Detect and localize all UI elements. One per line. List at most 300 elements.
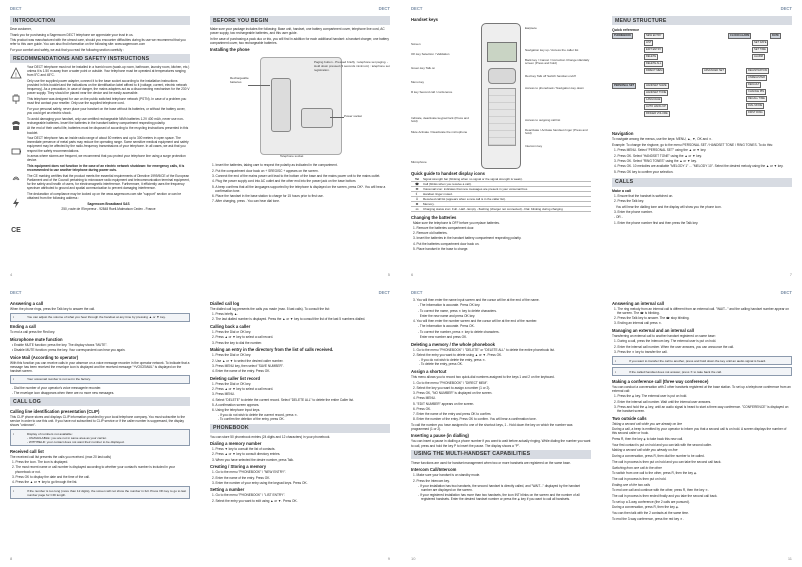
step xyxy=(617,205,792,209)
key-label: Green key Talk on xyxy=(411,65,436,70)
page-number: 4 xyxy=(10,272,13,277)
step: 2. Press ▲ or ▼ key to consult directory entries. xyxy=(212,452,281,457)
brand-label: DECT xyxy=(378,290,390,295)
step: 2. Press ▲ or ▼ key to select a call record. xyxy=(212,335,274,340)
phonebook-title: PHONEBOOK xyxy=(210,424,390,433)
intercom-title: Intercom Call/Intercom xyxy=(411,467,457,473)
list-item xyxy=(421,314,591,318)
key-label: Intercom key xyxy=(525,143,543,148)
list-item: - To correct the number, press ✕ key to delete characters. xyxy=(418,329,500,334)
step-text: Enter the name of the entry and press OK to confirm. xyxy=(416,412,492,417)
menu-item: DIAL MODE xyxy=(748,104,763,107)
step: 4. Plug the power supply cord into AC outlet and the other end into the power jack on the base bottom. xyxy=(212,179,357,184)
page-dialled-calls xyxy=(200,284,400,567)
radio-wave-icon xyxy=(10,171,22,183)
menu-tree xyxy=(612,33,792,129)
icon-description: Call (blinks when you receive a call). xyxy=(423,182,472,186)
step: 5. "EDIT NUMBER" appears on the screen. xyxy=(413,401,475,406)
list-item: - If your installation has two handsets, the second handset is directly called, and "WAIT..." displayed by the handset number are displayed on the screen. xyxy=(418,483,580,492)
menu-header: PERSONAL SET xyxy=(614,84,635,87)
make-call-title: Make a call xyxy=(612,189,631,194)
step-text: Press OK to display the date and the time of the call. xyxy=(15,474,90,479)
step-text: Place the handset in the base station to charge for 15 hours prior to first use. xyxy=(215,193,324,198)
step-text: When you have selected the desire number, press Talk. xyxy=(215,457,294,462)
clip-title: Calling line identification presentation (CLIP) xyxy=(10,408,100,414)
step: 2. Enter the internal call number. Wait until the internal user answers. xyxy=(614,399,712,404)
menu-item: RECALL TIME xyxy=(748,97,765,100)
note-box xyxy=(612,367,792,376)
menu-item: EDIT ENTRY xyxy=(646,48,662,51)
calls-title: CALLS xyxy=(612,178,792,187)
step: 2. Press ▲ or ▼ key to select a call record. xyxy=(212,386,274,391)
answer-title: Answering a call xyxy=(10,300,44,306)
step: 2. Press OK. Select "HANDSET TONE" using the ▲ or ▼ key. xyxy=(614,153,702,158)
page-handset-keys xyxy=(401,0,601,283)
step: Make sure the telephone is OFF before you replace batteries. xyxy=(413,220,500,225)
ce-mark-icon xyxy=(10,223,22,235)
installation-diagram xyxy=(210,53,390,163)
step-text: You will hear the dialling tone and the display will show you the phone icon. xyxy=(615,204,722,209)
step: 4. Press the ▲ or ▼ key to go through the list. xyxy=(12,480,78,485)
step-text: Enter the number of the entry. Press OK to confirm. You will hear a confirmation tone. xyxy=(416,417,537,422)
step: 2. Select the key you want to assign a number (1 or 2). xyxy=(413,385,491,390)
step-text: Press MENU. xyxy=(416,396,436,401)
label-power-socket: Power socket xyxy=(344,114,363,119)
memory-icon: M xyxy=(415,202,419,206)
safety-para: The CE marking certifies that the product meets the essential requirements of Directive 1999/5/CE of the European Parliament and of the Council pertaining to microwave radio equipment and telecommunication terminal equipment, for the safety and health of users, for electromagnetic interference. Furthermore, it efficiently uses the frequency spectrum attributed to ground and spatial communication to prevent damaging interference. xyxy=(27,173,190,191)
brand-label: DECT xyxy=(780,290,792,295)
menu-structure-title: MENU STRUCTURE xyxy=(612,16,792,25)
leader-line xyxy=(248,85,270,86)
keypad-image xyxy=(488,88,516,146)
note-icon: i xyxy=(13,431,14,436)
safety-icons xyxy=(10,65,24,235)
end-call-text: To end a call press the Red key. xyxy=(10,330,56,335)
menu-item: UNREGISTER xyxy=(748,76,766,79)
menu-item: LIST xyxy=(646,41,652,44)
two-calls-subtitle: Ending one of the two calls xyxy=(612,482,651,487)
icon-description: Signal strength bar (blinking when no signal or the signal strength is weak). xyxy=(423,177,523,181)
step-text: A beep confirms that all the languages supported by the telephone is displayed on the screen, press OK*. You will hear a confirmation tone. xyxy=(215,184,386,193)
two-calls-subtitle: Making a second call while you already on line xyxy=(612,448,678,453)
step: 1. Press MENU. Select "PERSONAL SET" using the ▲ or ▼ key. xyxy=(614,148,707,153)
before-para: In the case of purchasing a pack duo or trio, you will find in addition for each additional handset: a handset charger, one battery compartment cover, two rechargeable batteries. xyxy=(210,36,389,45)
menu-item: ADVANCED SET xyxy=(704,69,724,72)
step-text: Press OK. 10 melodies are available "MELODY 1" ... "MELODY 10". Select the desired melody using the ▲ or ▼ key. xyxy=(617,164,784,169)
note-box xyxy=(612,356,792,365)
step: 5. A confirmation screen appears. xyxy=(212,402,260,407)
internal-answer-title: Answering an internal call xyxy=(612,300,664,306)
step: 1. Press the Dial or OK key. xyxy=(212,330,252,335)
step-text: Press the key to dial the number. xyxy=(215,340,262,345)
key-label: Earpiece xyxy=(525,25,537,30)
list-text: If your registered installation has more than two handsets, the icon INT blinks on the screen and the number of all registered handsets. Enter the desired handset number or press the ◈ key if you want to call all handsets. xyxy=(419,493,580,502)
step: 3. Press MENU. xyxy=(212,392,235,397)
two-calls-para: The call in process is then ended finally and you take the second call back. xyxy=(612,493,718,498)
clip-text: This CLIP phone stores and displays CLIP information provided by your local telephone company. You must subscribe to the service in order to use this unit. If you have not subscribed to CLIP service or if the caller number is suppressed, the display shows "unknown". xyxy=(10,414,186,427)
menu-header: CLOCK/ALARM xyxy=(730,34,750,37)
step: 4. Press OK. 10 melodies are available "MELODY 1" ... "MELODY 10". Select the desired melody using the ▲ or ▼ key. xyxy=(614,164,784,169)
step-text: During a call, press the Intercom key. The external user is put on hold. xyxy=(617,339,717,344)
page-number: 10 xyxy=(411,556,416,561)
safety-para: Your DECT telephone must not be installed in a humid room (wash-up room, bathroom, laundry room, kitchen, etc.) unless it is 1.50 m away from a water point or outside. Your telephone must be operated at temperatures ranging from 5°C and 45°C. xyxy=(27,65,190,78)
step: 3. Press MENU key, then select "SAVE NUMBER". xyxy=(212,363,284,368)
note-icon: i xyxy=(615,369,616,374)
brand-label: DECT xyxy=(780,6,792,11)
key-label: R key Second call / conference xyxy=(411,89,453,94)
calling-back-title: Calling back a caller xyxy=(210,324,251,330)
two-calls-para: During a conversation, press R, then dial the number to be called. xyxy=(612,454,705,459)
list-item: - Dial the number of your operator's voice messagerie recorder. xyxy=(12,385,102,390)
list-text: Disable MUTE function: press the key. Your correspondent can hear you again. xyxy=(14,347,126,352)
two-calls-para: To end one call and continue with the other, press R, then the key ✕. xyxy=(612,488,709,493)
step: 4. Put the batteries compartment door back on. xyxy=(413,241,480,246)
step: 1. Press the Dial or OK key. xyxy=(212,381,252,386)
step-text: Press the ✕ key to transfer the call. xyxy=(617,350,668,354)
pause-title: Inserting a pause (in dialling) xyxy=(411,433,469,439)
key-label: Indicate, deactivate keypad lock (Press and hold) xyxy=(411,115,469,124)
step-text: You will then enter the name input screen and the cursor will be at the end of the name. xyxy=(416,298,540,302)
step-text: The ring melody from an internal call is different from an external call. "WAIT..." and the calling handset number appear on the screen. The ☎ is blinking. xyxy=(617,306,789,315)
received-list-title: Received call list xyxy=(10,448,44,454)
svg-text:CE: CE xyxy=(11,227,21,235)
list-text: The envelope icon disappears when there are no more new messages. xyxy=(13,391,115,396)
step: 1. Go to the menu "PHONEBOOK" / "DELETE" or "DELETE ALL" to delete the entire phonebook list. xyxy=(413,347,555,352)
step-text: Go to the menu "PHONEBOOK" / "DIRECT MEM". xyxy=(416,380,489,385)
step: 1. Insert the batteries, taking care to respect the polarity as indicated in the compartment. xyxy=(212,163,338,168)
icon-description: Memory. xyxy=(423,202,435,206)
step-text: Press ▲ or ▼ key to select a call record. xyxy=(215,386,274,391)
note-text: Your voicemail number is not set in the factory. xyxy=(27,377,91,382)
handset-image xyxy=(481,23,521,169)
dialled-text: The dialled call log presents the calls you made (max. 5 last calls). To consult the list: xyxy=(210,306,330,311)
step: 3. Enter the number of your entry using the keypad keys. Press OK. xyxy=(212,480,308,485)
intro-line: Thank you for purchasing a Sagemcom DECT telephone we appreciate your trust in us. xyxy=(10,32,134,37)
list-text: The information is accurate. Press OK. xyxy=(419,324,475,329)
step: 2. Enter the name of the entry. Press OK. xyxy=(212,475,271,480)
phonebook-text: You can store 50 phonebook entries (24 digits and 12 characters) in your phonebook. xyxy=(210,434,331,439)
menu-item: DELETE xyxy=(646,55,657,58)
step-text: Press MENU. xyxy=(215,392,235,397)
handset-diagram xyxy=(411,23,591,169)
label-paging-button: Paging button - Pressed briefly : telephone set paging. - Hold down pressed (3 seconds minimum) : telephone set registration. xyxy=(314,60,390,72)
note-box xyxy=(10,375,190,384)
step: 2. Press the Talk key to answer. The ☎ stop blinking. xyxy=(614,315,690,320)
two-calls-subtitle: Switching from one call to the other xyxy=(612,465,662,470)
list-item: - The information is accurate. Press OK key. xyxy=(418,303,481,308)
transfer-text: Transferring an external call to another handset registered on same base: xyxy=(612,333,716,338)
two-calls-subtitle: Taking a second call while you are already on line xyxy=(612,421,683,426)
step: 2. Put the compartment door back on + SREGISC + appears on the screen. xyxy=(212,168,319,173)
page-number: 6 xyxy=(411,272,414,277)
step-text: Press the Talk key. xyxy=(617,199,644,204)
step-text: Press ▲ or ▼ key to consult directory entries. xyxy=(215,452,281,457)
list-text: Enable MUTE function: press the key. The display shows "MUTE". xyxy=(14,342,108,347)
transfer-title: Managing an external and an internal call xyxy=(612,327,694,333)
display-icons-table xyxy=(411,177,591,212)
quick-guide-title: Quick guide to handset display icons xyxy=(411,171,485,176)
before-para: Make sure your package includes the following: Base unit, handset, one battery compartment cover, telephone line cord, AC power supply, two rechargeable batteries, and this user guide. xyxy=(210,27,385,36)
intro-line: Dear customer, xyxy=(10,27,32,31)
step: 3. Insert the batteries in the handset battery compartment respecting polarity. xyxy=(413,236,522,241)
menu-header: DATE xyxy=(772,34,779,37)
two-calls-para: The call in process is then put on hold and you can take the second call back. xyxy=(612,459,722,464)
call-log-title: CALL LOG xyxy=(10,397,190,406)
step: 5. Press OK key to confirm your selection. xyxy=(614,169,674,174)
pause-text: You can insert a pause in dialling a phone number if you want to wait before actually ringing. While dialing the number you want to call, press and hold the key P to insert the pause. The display shows a "P". xyxy=(411,439,591,448)
key-label: Deactivate / Activate handset ringer (Press and hold) xyxy=(525,127,588,136)
step: 3. Press the ✕ key to transfer the call. xyxy=(614,350,668,354)
introduction-title: INTRODUCTION xyxy=(10,16,190,25)
step-text: Press OK. Select "RING TONES" using the ▲ or ▼ key. xyxy=(617,158,697,163)
step: 3. When you have selected the desire number, press Talk. xyxy=(212,457,294,462)
setting-number-title: Setting a number xyxy=(210,487,245,493)
step-text: Press the icon. The icon is displayed. xyxy=(15,460,69,465)
label-telephone-socket: Telephone socket xyxy=(280,154,304,159)
lightning-icon xyxy=(10,197,22,209)
step-text: Press the Intercom key. xyxy=(416,478,450,483)
voicemail-title: Voice Mail (According to operator) xyxy=(10,354,79,360)
step-text: The most recent name or call number is displayed according to whether your contact's number is included in your phonebook or not. xyxy=(15,465,176,474)
step-text: Enter the phone number first and then press the Talk key. xyxy=(617,220,699,225)
shortcut-title: Assign a shortcut xyxy=(411,368,447,374)
step-text: Press the Dial or OK key. xyxy=(215,353,252,358)
conference-title: Making a conference call (three way conference) xyxy=(612,378,709,384)
intro-line: This product was manufactured with the utmost care, should you encounter difficulties during its use we recommend that you refer to this user guide. You can also find information on the following site: www.sagemcom.com xyxy=(10,38,186,47)
step: 2. Use ▲ or ▼ to select the desired caller number. xyxy=(212,358,284,363)
nav-para: Example: To change the ringtone, go to the menu PERSONAL SET / HANDSET TONE / RING TONES. To do this: xyxy=(612,142,773,147)
list-item: - If your registered installation has more than two handsets, the icon INT blinks on the screen and the number of all registered handsets. Enter the desired handset number or press the ◈ key if you want to call all handsets. xyxy=(418,493,580,502)
step-text: Select "DELETE" to delete the current record. Select "DELETE ALL" to delete the entire Caller list. xyxy=(215,397,354,402)
menu-item: RINGER VOLUME xyxy=(646,112,668,115)
end-call-title: Ending a call xyxy=(10,324,36,330)
answer-text: When the phone rings, press the Talk key to answer the call. xyxy=(10,306,95,311)
safety-para: The declaration of compliance may be looked up on the www.sagemcom.com site "support" section or can be obtained from the following address : xyxy=(27,191,182,200)
step: 1. Press the ◈ key. The external user is put on hold. xyxy=(614,394,688,399)
step: 1. The ring melody from an internal call is different from an external call. "WAIT..." and the calling handset number appear on the screen. The ☎ is blinking. xyxy=(614,306,789,315)
step-text: Press ▲ or ▼ key to select a call record. xyxy=(215,335,274,340)
step: 1. Press the Dial or OK key. xyxy=(212,353,252,358)
note-text: If you want to transfer the call to another, press and hold down the key until an audio signal is heard. xyxy=(629,358,767,363)
step: 1. Press ▼ key to consult the list of contacts. xyxy=(212,447,276,452)
handset-keys-title: Handset keys xyxy=(411,16,438,22)
two-calls-para: The call in process is then put on hold. xyxy=(612,476,667,481)
step-text: Press the ◈ key. The external user is put on hold. xyxy=(617,394,688,399)
step: 7. Enter the name of the entry and press OK to confirm. xyxy=(413,412,492,417)
two-calls-para: Your first contact is put on hold and you can talk with the second caller. xyxy=(612,442,712,447)
nav-para: To navigate among the menus, use the keys: MENU, ▲, ▼, OK and ✕. xyxy=(612,137,713,141)
list-text: The information is accurate. Press OK key. xyxy=(419,303,481,308)
step: 4. Press MENU. xyxy=(413,396,436,401)
menu-item: CHANGE PIN xyxy=(748,90,765,93)
step-text: Press the Dial or OK key. xyxy=(215,330,252,335)
icon-description: Handset ringer muted. xyxy=(423,192,453,196)
step: 1. Enter the phone number first and then press the Talk key. xyxy=(614,220,699,225)
key-label: Navigation key up / Access the caller list xyxy=(525,47,579,52)
page-introduction xyxy=(0,0,200,283)
step-text: Press MENU key, then select "SAVE NUMBER". xyxy=(215,363,284,368)
menu-item: FIRST RING xyxy=(748,111,763,114)
deleting-title: Deleting caller list record xyxy=(210,375,261,381)
step-text: Press the Talk key to answer. The ☎ stop blinking. xyxy=(617,315,690,320)
note-text: You can adjust the volume of what you hear through the handset at any time by pressing ▲ or ▼ key. xyxy=(27,315,166,320)
note-text: If the called handset does not answer, press ✕ to take back the call. xyxy=(629,369,722,374)
step: 6. Using the telephone Input keys. xyxy=(212,408,261,413)
list-item: - To correct the name, press ✕ key to delete characters. xyxy=(418,308,497,313)
step: 2. Remove old batteries. xyxy=(413,231,448,236)
step: 5. Place handset in the base to charge. xyxy=(413,246,469,251)
menu-item: AUTO HANG-UP xyxy=(646,105,666,108)
step-text: Select the entry you want to edit using ▲ or ▼. Press OK. xyxy=(215,498,298,503)
step: 3. Connect the end of the mains power unit lead to the bottom of the base and the mains power unit to the mains outlet. xyxy=(212,174,381,179)
step-text: Enter the number of your entry using the keypad keys. Press OK. xyxy=(215,480,308,485)
step: 1. Ensure that the handset is switched on. xyxy=(614,194,674,199)
list-item: - The information is accurate. Press OK. xyxy=(418,324,475,329)
two-calls-para: To set up a 3-way conference (the 2 calls are pursued). xyxy=(612,499,690,504)
company-name: Sagemcom Broadband SAS xyxy=(87,201,130,206)
page-menu-structure xyxy=(602,0,802,283)
leader-line xyxy=(330,117,344,118)
base-station-image xyxy=(301,108,333,128)
step-text: Enter the internal call number. Wait until the internal user answers. xyxy=(617,399,712,404)
page-number: 11 xyxy=(787,556,792,561)
menu-item: DELETE ALL xyxy=(646,62,662,65)
step-text: Go to the menu "PHONEBOOK" / "NEW ENTRY". xyxy=(215,470,287,475)
step: 4. Enter the name of the entry. Press OK. xyxy=(212,369,271,374)
note-icon: i xyxy=(13,488,14,493)
step-text: Remove old batteries. xyxy=(416,231,448,236)
key-label: Access to phonebook / Navigation key down xyxy=(525,85,584,90)
page-calls xyxy=(0,284,200,567)
icon-description: Received call list (appears when a new call is in the caller list). xyxy=(423,197,506,201)
step: 3. You will then enter the name input screen and the cursor will be at the end of the name. xyxy=(413,298,540,302)
step-text: Place handset in the base to charge. xyxy=(416,246,469,251)
page-number: 9 xyxy=(387,556,390,561)
note-box xyxy=(10,486,190,499)
menu-item: SET TIME xyxy=(754,48,766,51)
two-calls-para: During a conversation, press R, then the key ◈. xyxy=(612,505,680,510)
step: - OR - xyxy=(614,215,623,220)
note-box xyxy=(10,429,190,446)
step-text: Press OK. Select "HANDSET TONE" using the ▲ or ▼ key. xyxy=(617,153,702,158)
page-number: 8 xyxy=(10,556,13,561)
brand-label: DECT xyxy=(10,6,22,11)
menu-item: NEW ENTRY xyxy=(646,34,662,37)
step-text: "EDIT NUMBER" appears on the screen. xyxy=(416,401,475,406)
menu-item: ALARM xyxy=(754,55,763,58)
two-calls-para: Press R, then the key ◈ to take back this new call. xyxy=(612,437,684,442)
brand-label: DECT xyxy=(10,290,22,295)
battery-icon: ▭ xyxy=(415,207,419,211)
step-text: Using the telephone Input keys. xyxy=(215,408,261,413)
step: 5. A beep confirms that all the languages supported by the telephone is displayed on the screen, press OK*. You will hear a confirmation tone. xyxy=(212,184,386,193)
shortcut-text-2: To call the number you have assigned to one of the shortcut keys, 1 - Hold down the key on which the number was programmed (1 or 2). xyxy=(411,422,573,431)
table-row xyxy=(411,207,591,212)
step: 1. During a call, press the Intercom key. The external user is put on hold. xyxy=(614,339,717,344)
menu-item: DIRECT MEM xyxy=(646,69,663,72)
step-text: Ensure that the handset is switched on. xyxy=(617,194,674,199)
intro-line: For your comfort and safety, we ask that you read the following section carefully : xyxy=(10,48,125,53)
screen-image xyxy=(487,42,517,62)
company-address: 250, route de l'Empereur - 92848 Rueil-Malmaison Cedex - France xyxy=(61,207,156,212)
step: 3. Press OK, "NO NUMBER" is displayed on the screen. xyxy=(413,391,493,396)
warning-icon xyxy=(10,67,22,79)
step-text: Ending an internal call press ✕. xyxy=(617,321,663,326)
list-text: Enter the new name and press OK key. xyxy=(419,313,476,318)
safety-para: For your personal safety, never place your handset on the base without its batteries, or without the battery cover, you could get an electric shock. xyxy=(27,106,186,115)
step-text: Press the Dial or OK key. xyxy=(215,381,252,386)
note-text: If the number is too long (more than 12 digits), the screen will not show the number in full. Press OK key to go to last number page for CID length. xyxy=(27,488,187,497)
step: 7. After charging, press . You can hear dial tone. xyxy=(212,199,280,204)
page-number: 5 xyxy=(387,272,390,277)
power-plug-icon xyxy=(10,93,22,105)
svg-text:!: ! xyxy=(15,73,17,80)
step: 3. Enter the phone number. xyxy=(614,209,653,214)
note-box xyxy=(10,313,190,322)
step-text: The last dialled number is displayed. Press the ▲ or ▼ key to consult the list of the last 5 numbers dialled. xyxy=(215,317,366,322)
list-text: Enter new number and press OK. xyxy=(419,334,468,339)
key-label: Back key / Cancel / Correction Change idle/daily screen (Press and hold) xyxy=(525,57,590,66)
step-text: Insert the batteries, taking care to respect the polarity as indicated in the compartment. xyxy=(215,163,338,168)
safety-para: In areas where storms are frequent, we recommend that you protect your telephone line using a surge protection device. xyxy=(27,154,186,163)
step-text: Go to the menu "PHONEBOOK" / "DELETE" or "DELETE ALL" to delete the entire phonebook list. xyxy=(416,347,555,352)
list-text: If your installation has two handsets, the second handset is directly called, and "WAIT..." displayed by the handset number are displayed on the screen. xyxy=(419,483,580,492)
signal-icon: Tal xyxy=(414,177,420,181)
voicemail-icon: ✉ xyxy=(415,187,419,191)
multi-handset-text: These functions are used for handset management when two or more handsets are registered on the same base. xyxy=(411,460,571,465)
quick-reference-title: Quick reference xyxy=(612,27,640,32)
icon-description: Voicemail icon: indicates that new messages are present in your voicemail box. xyxy=(423,187,529,191)
step: 6. Place the handset in the base station to charge for 15 hours prior to first use. xyxy=(212,193,324,198)
navigation-title: Navigation xyxy=(612,131,634,136)
key-label: Screen xyxy=(411,41,421,46)
key-label: Microphone xyxy=(411,159,427,164)
page-before-you-begin xyxy=(200,0,400,283)
safety-para: Your DECT telephone has an inside radio range of about 50 meters and up to 300 meters in open space. The immediate presence of metal parts may reduce the operating range. Some sensitive medical equipment and safety equipment may be affected by the radio-frequency transmissions of your telephone. In all cases, we ask that you respect the safety recommendations. xyxy=(27,136,189,153)
step-text: Select the entry you want to delete using ▲ or ▼. Press OK. xyxy=(416,352,503,357)
step: 2. Select the entry you want to delete using ▲ or ▼. Press OK. xyxy=(413,352,503,357)
step-text: Put the batteries compartment door back on. xyxy=(416,241,480,246)
menu-item: LANGUAGE xyxy=(646,98,661,101)
list-item: • Disable MUTE function: press the key. Your correspondent can hear you again. xyxy=(12,347,126,352)
step: 1. Go to the menu "PHONEBOOK" / "LIST ENTRY". xyxy=(212,493,286,498)
list-item: • Enable MUTE function: press the key. The display shows "MUTE". xyxy=(12,342,108,347)
deleting-note: - If you do not wish to delete the current record, press ✕. - To confirm the deletion of the entry, press OK. xyxy=(218,413,298,422)
menu-item: SET DATE xyxy=(754,41,767,44)
page-number: 7 xyxy=(789,272,792,277)
safety-title: RECOMMENDATIONS AND SAFETY INSTRUCTIONS xyxy=(10,54,190,63)
key-label: Menu key xyxy=(411,79,425,84)
step: 1. Go to the menu "PHONEBOOK" / "DIRECT MEM". xyxy=(413,380,489,385)
storing-memory-title: Creating / Storing a memory xyxy=(210,464,267,470)
step-text: Enter the internal call number. When the user answers, you can announce the call. xyxy=(617,344,734,349)
step-text: Put the compartment door back on + SREGISC + appears on the screen. xyxy=(215,168,319,173)
delete-note: - If you do not wish to delete the entry, press ✕. - To delete the entry, press OK. xyxy=(419,358,486,367)
list-text: To correct the number, press ✕ key to delete characters. xyxy=(419,329,500,334)
key-label: OK key Selection / Validation xyxy=(411,51,450,56)
step: 2. Select the entry you want to edit using ▲ or ▼. Press OK. xyxy=(212,498,298,503)
page-phonebook xyxy=(401,284,601,567)
step-text: Use ▲ or ▼ to select the desired caller number. xyxy=(215,358,284,363)
dialing-memory-title: Dialing a memory number xyxy=(210,441,262,447)
note-icon: i xyxy=(615,358,616,363)
step: 1. Make sure your handset is on standby mode. xyxy=(413,473,481,478)
step: 6. Press OK. xyxy=(413,406,432,411)
step: 3. Press OK to display the date and the time of the call. xyxy=(12,474,90,479)
step: 2. Enter the internal call number. When the user answers, you can announce the call. xyxy=(614,344,734,349)
mute-title: Microphone mute function xyxy=(10,336,63,342)
step: 2. The most recent name or call number is displayed according to whether your contact's number is included in your phonebook or not. xyxy=(12,465,176,474)
